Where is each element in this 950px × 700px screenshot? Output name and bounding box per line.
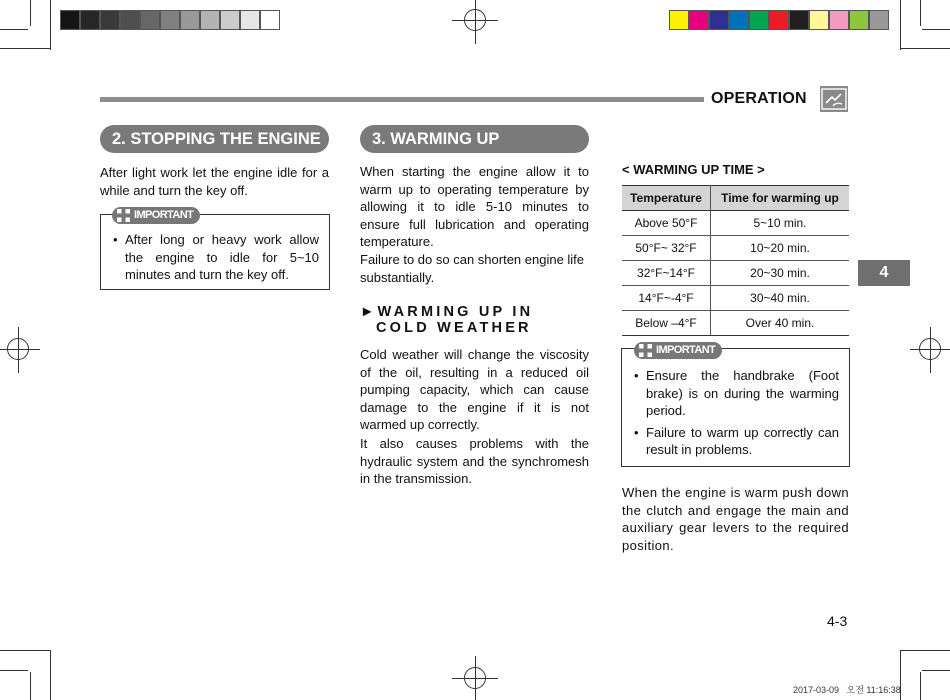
color-swatch (180, 10, 200, 30)
table-header-row (622, 186, 849, 211)
color-swatch (869, 10, 889, 30)
warming-paragraph-1: When starting the engine allow it to warm up to operating temperature by allowing it to idle 5-10 minutes to ensure full lubrication and operating temperature. (360, 164, 589, 249)
column-header-time: Time for warming up (711, 186, 850, 211)
important-item: • Failure to warm up correctly can result in problems. (634, 424, 839, 459)
color-swatch (240, 10, 260, 30)
color-swatch (100, 10, 120, 30)
warming-up-heading: 3. WARMING UP (360, 125, 589, 153)
page-number: 4-3 (827, 613, 848, 629)
final-paragraph: When the engine is warm push down the clutch and engage the main and auxiliary gear levers to the required position. (622, 485, 849, 553)
color-swatch (769, 10, 789, 30)
temperature-cell: Above 50°F (622, 211, 711, 236)
warming-paragraph-4: It also causes problems with the hydraulic system and the synchromesh in the transmission. (360, 436, 589, 486)
warming-paragraph-2: Failure to do so can shorten engine life substantially. (360, 252, 585, 285)
temperature-cell: 14°F~-4°F (622, 286, 711, 311)
temperature-cell: 50°F~ 32°F (622, 236, 711, 261)
important-badge (634, 342, 722, 359)
temperature-cell: 32°F~14°F (622, 261, 711, 286)
color-swatch (60, 10, 80, 30)
important-item: • Ensure the handbrake (Foot brake) is on during the warming period. (634, 367, 839, 420)
stopping-engine-text: After light work let the engine idle for a while and turn the key off. (100, 165, 329, 198)
cross-icon (639, 344, 652, 357)
color-swatch (749, 10, 769, 30)
operation-hand-icon (820, 86, 848, 112)
color-swatch (809, 10, 829, 30)
time-cell: 5~10 min. (711, 211, 850, 236)
color-swatch (729, 10, 749, 30)
cold-weather-heading: ►WARMING UP IN COLD WEATHER (360, 304, 534, 336)
color-swatch (829, 10, 849, 30)
important-label: IMPORTANT (656, 344, 716, 356)
color-swatch (689, 10, 709, 30)
section-title: OPERATION (711, 90, 807, 107)
temperature-cell: Below –4°F (622, 311, 711, 336)
warming-paragraph-3: Cold weather will change the viscosity of the oil, resulting in a reduced oil pumping capacity, which can cause damage to the engine if it is not warmed up correctly. (360, 347, 589, 432)
color-swatch (200, 10, 220, 30)
table-row (622, 261, 849, 286)
table-row (622, 236, 849, 261)
table-row (622, 286, 849, 311)
table-row (622, 211, 849, 236)
print-stamp: 2017-03-09 오전 11:16:38 (793, 685, 901, 695)
color-swatch (849, 10, 869, 30)
color-swatch (160, 10, 180, 30)
color-swatch (669, 10, 689, 30)
color-swatch (140, 10, 160, 30)
color-swatch (260, 10, 280, 30)
cross-icon (117, 209, 130, 222)
warming-time-table (622, 185, 849, 336)
important-badge (112, 207, 200, 224)
color-swatch (80, 10, 100, 30)
important-label: IMPORTANT (134, 209, 194, 221)
color-swatch (709, 10, 729, 30)
time-cell: 10~20 min. (711, 236, 850, 261)
important-box-warming (621, 348, 850, 467)
time-cell: 20~30 min. (711, 261, 850, 286)
important-box-stopping (100, 214, 330, 290)
time-cell: Over 40 min. (711, 311, 850, 336)
time-cell: 30~40 min. (711, 286, 850, 311)
chapter-tab: 4 (858, 260, 910, 286)
color-swatch (789, 10, 809, 30)
color-swatch (220, 10, 240, 30)
color-bar (669, 10, 889, 30)
table-caption: < WARMING UP TIME > (622, 162, 765, 177)
header-rule (100, 97, 704, 102)
important-item: • After long or heavy work allow the engine to idle for 5~10 minutes and turn the key off. (113, 231, 319, 284)
stopping-engine-heading: 2. STOPPING THE ENGINE (100, 125, 329, 153)
table-row (622, 311, 849, 336)
column-header-temperature: Temperature (622, 186, 711, 211)
grayscale-bar (60, 10, 280, 30)
color-swatch (120, 10, 140, 30)
